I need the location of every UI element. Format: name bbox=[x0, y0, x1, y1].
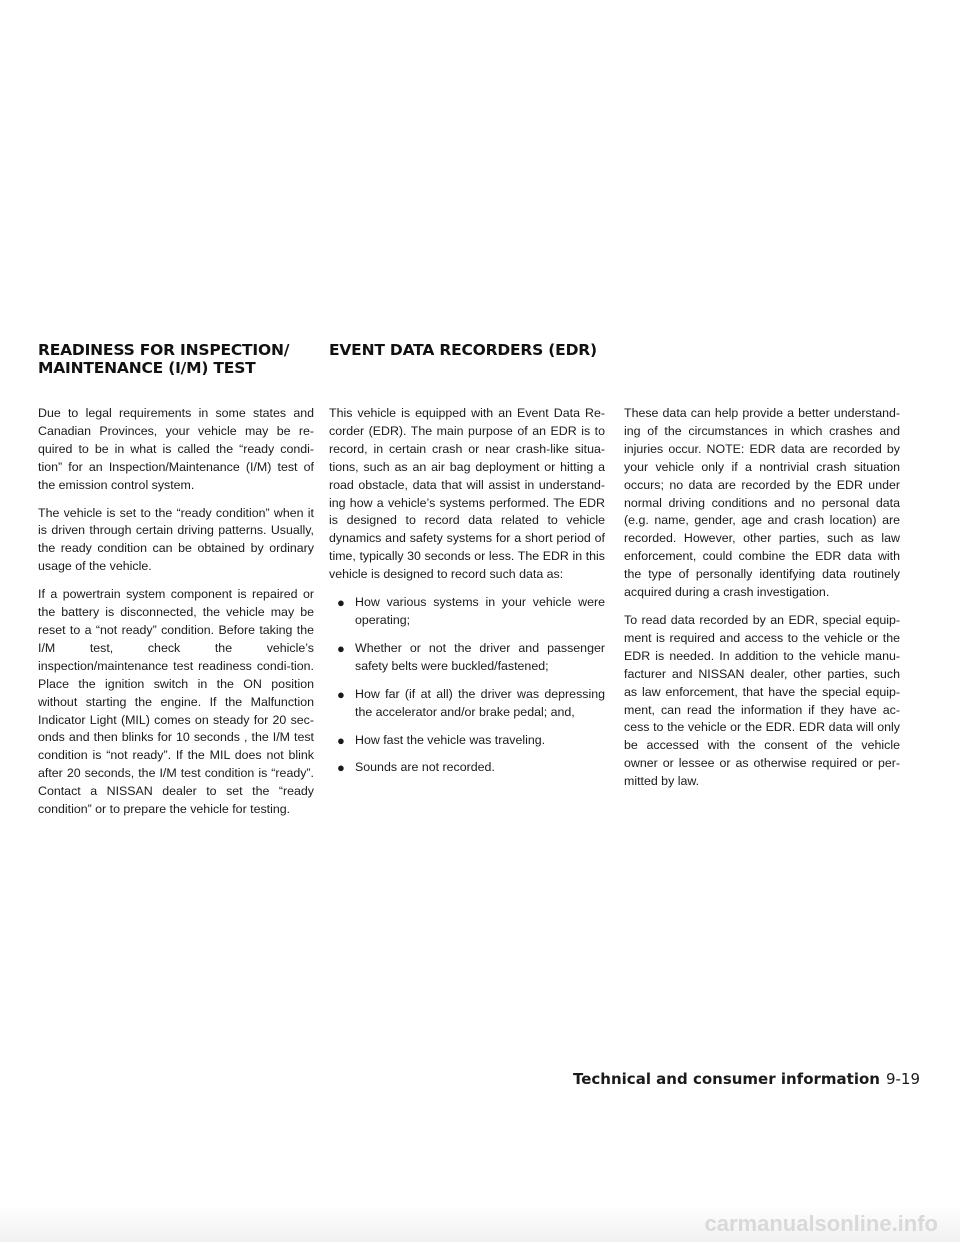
column-im-test bbox=[38, 405, 314, 829]
bullet-icon: ● bbox=[337, 760, 345, 776]
list-item bbox=[337, 759, 605, 777]
bullet-icon: ● bbox=[337, 732, 345, 748]
page-number: 9-19 bbox=[885, 1070, 920, 1088]
section-title-line-1: READINESS FOR INSPECTION/ bbox=[38, 341, 290, 359]
paragraph: Due to legal requirements in some states and Canadian Provinces, your vehicle may be re-quired to be in what is called the “ready condi-tion” for an Inspection/Maintenance (I/M) test of the emission control system. bbox=[38, 406, 314, 492]
list-item bbox=[337, 594, 605, 630]
list-item-text: How far (if at all) the driver was depressing the accelerator and/or brake pedal; and, bbox=[355, 686, 605, 719]
watermark-text: carmanualsonline.info bbox=[704, 1211, 938, 1236]
watermark-bar bbox=[0, 1205, 960, 1242]
list-item-text: How fast the vehicle was traveling. bbox=[355, 732, 546, 747]
list-item bbox=[337, 640, 605, 676]
paragraph: The vehicle is set to the “ready condition” when it is driven through certain driving patterns. Usually, the ready condition can be obtained by ordinary usage of the vehicle. bbox=[38, 505, 314, 574]
list-item bbox=[337, 686, 605, 722]
list-item bbox=[337, 732, 605, 750]
list-item-text: Whether or not the driver and passenger safety belts were buckled/fastened; bbox=[355, 640, 605, 673]
paragraph: This vehicle is equipped with an Event Data Re-corder (EDR). The main purpose of an EDR is to record, in certain crash or near crash-like situa-tions, such as an air bag deployment or hitting a road obstacle, data that will assist in understand-ing how a vehicle’s systems performed. The EDR is designed to record data related to vehicle dynamics and safety systems for a short period of time, typically 30 seconds or less. The EDR in this vehicle is designed to record such data as: bbox=[329, 406, 605, 582]
edr-data-list bbox=[329, 594, 605, 777]
page-footer bbox=[573, 1070, 920, 1088]
list-item-text: Sounds are not recorded. bbox=[355, 760, 495, 775]
bullet-icon: ● bbox=[337, 686, 345, 702]
column-edr bbox=[329, 405, 605, 787]
paragraph: To read data recorded by an EDR, special equip-ment is required and access to the vehicle or the EDR is needed. In addition to the vehicle manu-facturer and NISSAN dealer, other parties, such as law enforcement, that have the special equip-ment, can read the information if they have ac-cess to the vehicle or the EDR. EDR data will only be accessed with the consent of the vehicle owner or lessee or as otherwise required or per-mitted by law. bbox=[624, 612, 900, 789]
paragraph: If a powertrain system component is repaired or the battery is disconnected, the vehicle may be reset to a “not ready” condition. Before taking the I/M test, check the vehicle’s inspection/maintenance test readiness condi-tion. Place the ignition switch in the ON position without starting the engine. If the Malfunction Indicator Light (MIL) comes on steady for 20 sec-onds and then blinks for 10 seconds , the I/M test condition is “not ready”. If the MIL does not blink after 20 seconds, the I/M test condition is “ready”. Contact a NISSAN dealer to set the “ready condition” or to prepare the vehicle for testing. bbox=[38, 587, 314, 817]
section-title-im-test bbox=[38, 341, 328, 377]
paragraph: These data can help provide a better understand-ing of the circumstances in which crashes and injuries occur. NOTE: EDR data are recorded by your vehicle only if a nontrivial crash situation occurs; no data are recorded by the EDR under normal driving conditions and no personal data (e.g. name, gender, age and crash location) are recorded. However, other parties, such as law enforcement, could combine the EDR data with the type of personally identifying data routinely acquired during a crash investigation. bbox=[624, 406, 900, 600]
column-edr-continued bbox=[624, 405, 900, 801]
section-title-line-2: MAINTENANCE (I/M) TEST bbox=[38, 359, 256, 377]
section-title-edr: EVENT DATA RECORDERS (EDR) bbox=[329, 341, 597, 359]
footer-section-title: Technical and consumer information bbox=[573, 1070, 880, 1088]
bullet-icon: ● bbox=[337, 595, 345, 611]
bullet-icon: ● bbox=[337, 640, 345, 656]
list-item-text: How various systems in your vehicle were operating; bbox=[355, 595, 605, 627]
